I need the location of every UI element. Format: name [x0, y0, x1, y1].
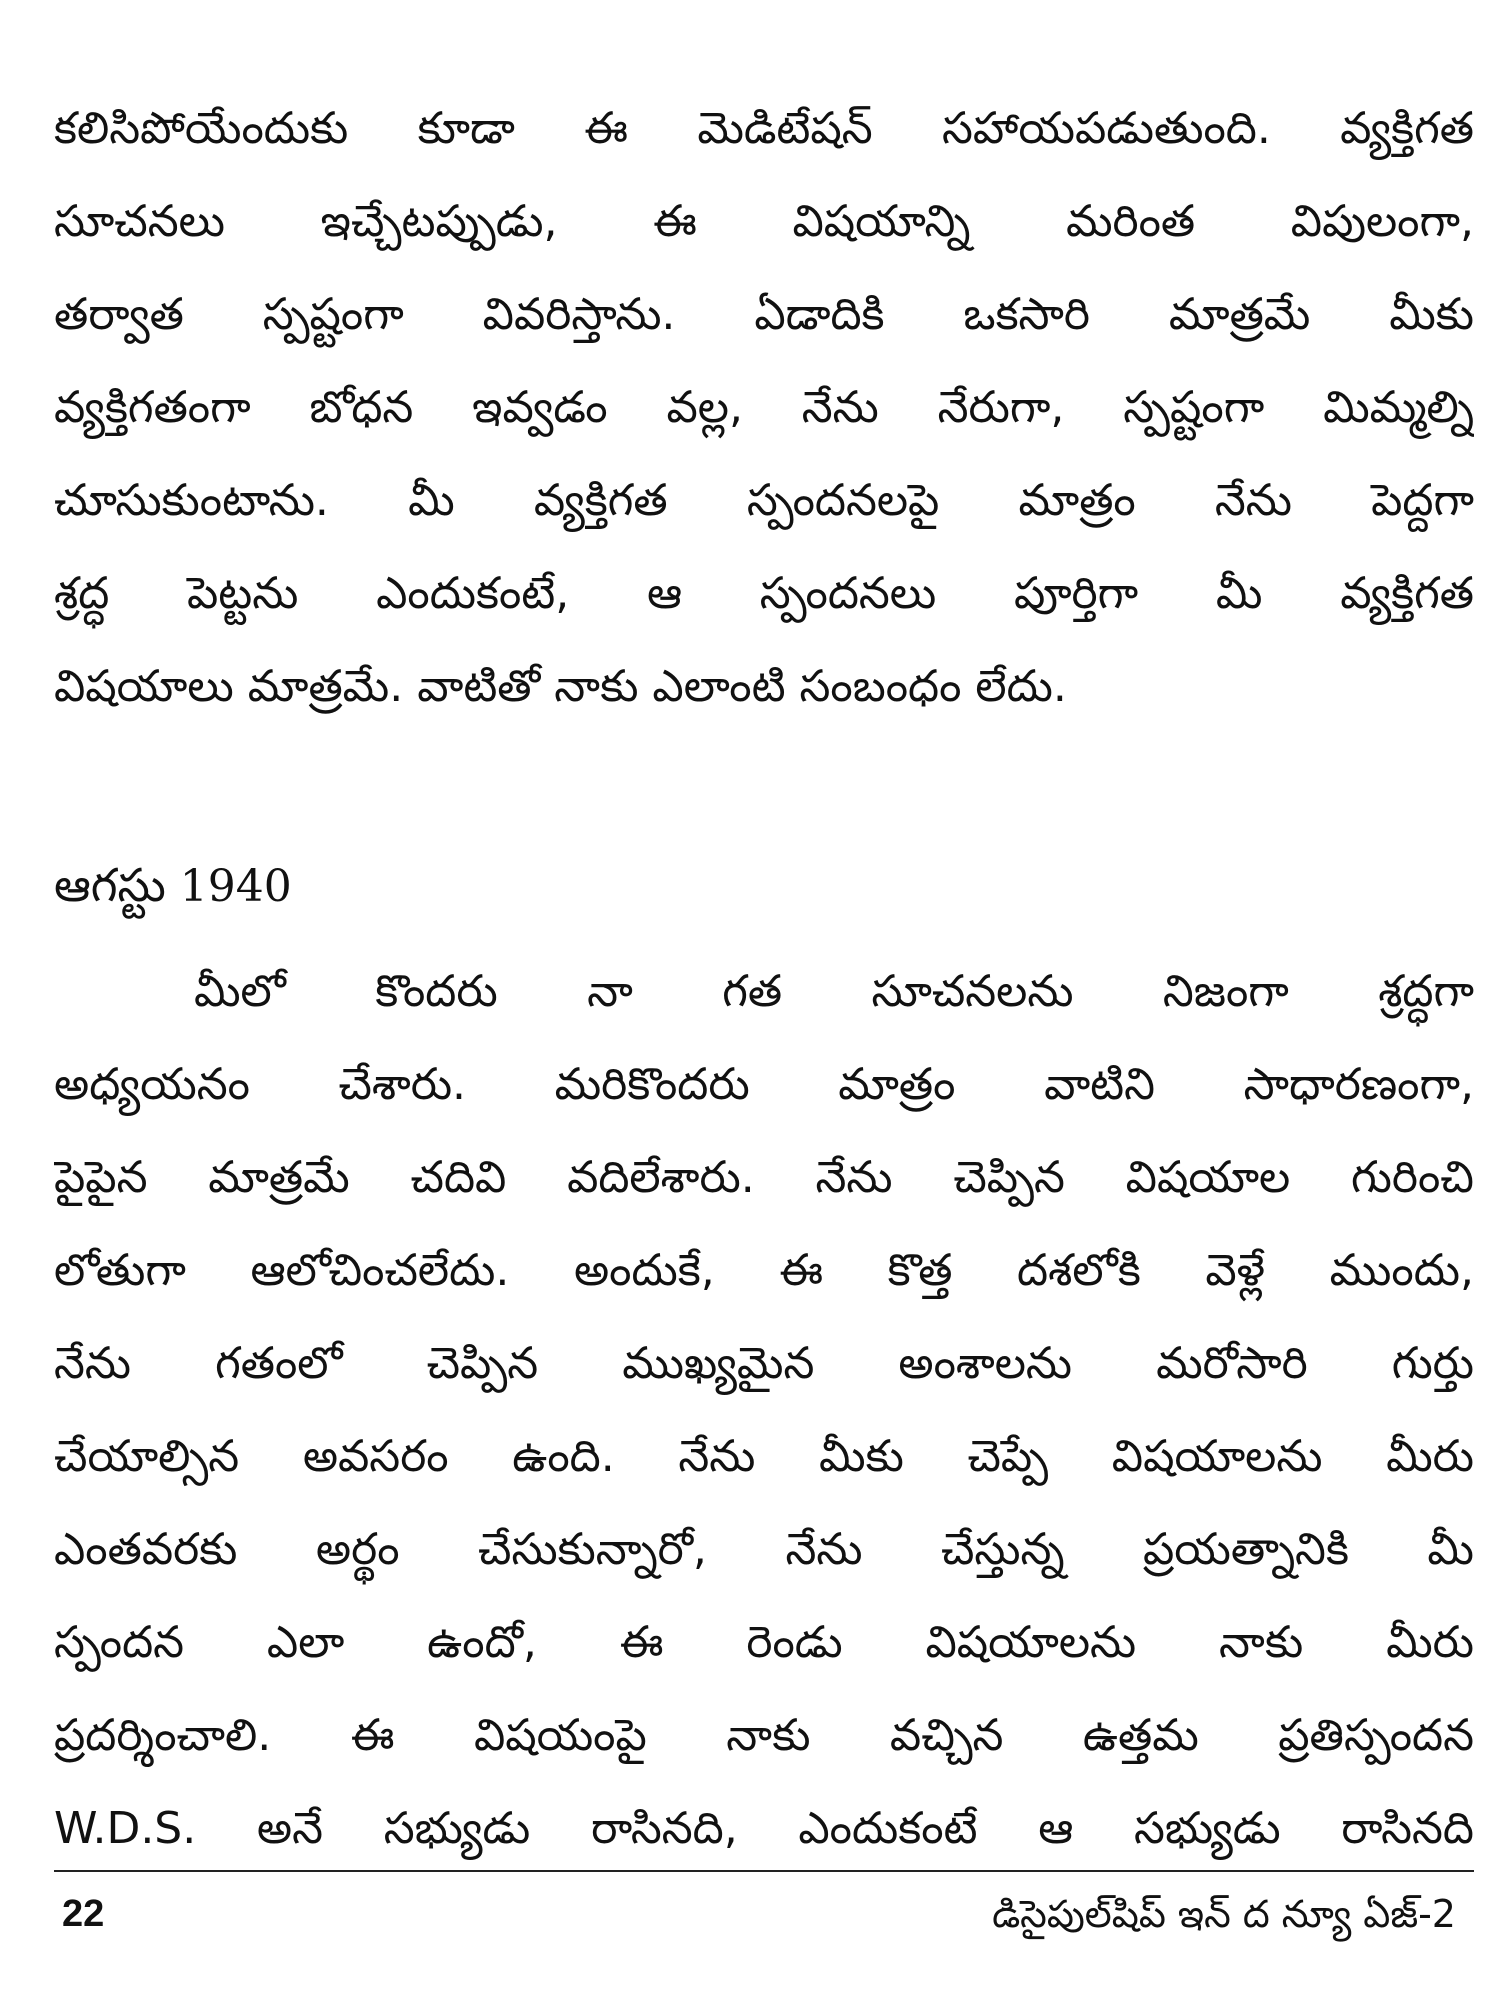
text-line: నేను గతంలో చెప్పిన ముఖ్యమైన అంశాలను మరోసారి గుర్తు — [54, 1338, 1474, 1389]
text-line: W.D.S. అనే సభ్యుడు రాసినది, ఎందుకంటే ఆ సభ్యుడు రాసినది — [54, 1803, 1474, 1854]
text-line: విషయాలు మాత్రమే. వాటితో నాకు ఎలాంటి సంబంధం లేదు. — [54, 661, 1067, 712]
page-number: 22 — [62, 1893, 105, 1935]
heading-month: ఆగస్టు — [54, 858, 166, 912]
page-footer — [54, 1884, 1474, 1944]
text-line: కలిసిపోయేందుకు కూడా ఈ మెడిటేషన్ సహాయపడుతుంది. వ్యక్తిగత — [54, 103, 1474, 154]
text-line: లోతుగా ఆలోచించలేదు. అందుకే, ఈ కొత్త దశలోకి వెళ్లే ముందు, — [54, 1245, 1474, 1296]
text-line: చూసుకుంటాను. మీ వ్యక్తిగత స్పందనలపై మాత్రం నేను పెద్దగా — [54, 475, 1474, 526]
text-line: ఎంతవరకు అర్థం చేసుకున్నారో, నేను చేస్తున్న ప్రయత్నానికి మీ — [54, 1524, 1474, 1575]
text-line: శ్రద్ధ పెట్టను ఎందుకంటే, ఆ స్పందనలు పూర్తిగా మీ వ్యక్తిగత — [54, 568, 1474, 619]
text-line: చేయాల్సిన అవసరం ఉంది. నేను మీకు చెప్పే విషయాలను మీరు — [54, 1431, 1474, 1482]
text-line: తర్వాత స్పష్టంగా వివరిస్తాను. ఏడాదికి ఒకసారి మాత్రమే మీకు — [54, 289, 1474, 340]
text-line: స్పందన ఎలా ఉందో, ఈ రెండు విషయాలను నాకు మీరు — [54, 1617, 1474, 1668]
text-line: పైపైన మాత్రమే చదివి వదిలేశారు. నేను చెప్పిన విషయాల గురించి — [54, 1152, 1474, 1203]
paragraph-continued — [54, 82, 1474, 733]
text-line: సూచనలు ఇచ్చేటప్పుడు, ఈ విషయాన్ని మరింత విపులంగా, — [54, 196, 1474, 247]
text-line: అధ్యయనం చేశారు. మరికొందరు మాత్రం వాటిని సాధారణంగా, — [54, 1059, 1474, 1110]
section-date-heading — [54, 845, 292, 927]
footer-divider — [54, 1870, 1474, 1872]
heading-year: 1940 — [179, 861, 292, 912]
text-line: వ్యక్తిగతంగా బోధన ఇవ్వడం వల్ల, నేను నేరుగా, స్పష్టంగా మిమ్మల్ని — [54, 382, 1474, 433]
running-title: డిసైపుల్‌షిప్ ఇన్ ద న్యూ ఏజ్-2 — [992, 1892, 1456, 1936]
text-line: మీలో కొందరు నా గత సూచనలను నిజంగా శ్రద్ధగా — [194, 966, 1474, 1017]
text-line: ప్రదర్శించాలి. ఈ విషయంపై నాకు వచ్చిన ఉత్తమ ప్రతిస్పందన — [54, 1710, 1474, 1761]
paragraph-august-1940 — [54, 945, 1474, 1875]
